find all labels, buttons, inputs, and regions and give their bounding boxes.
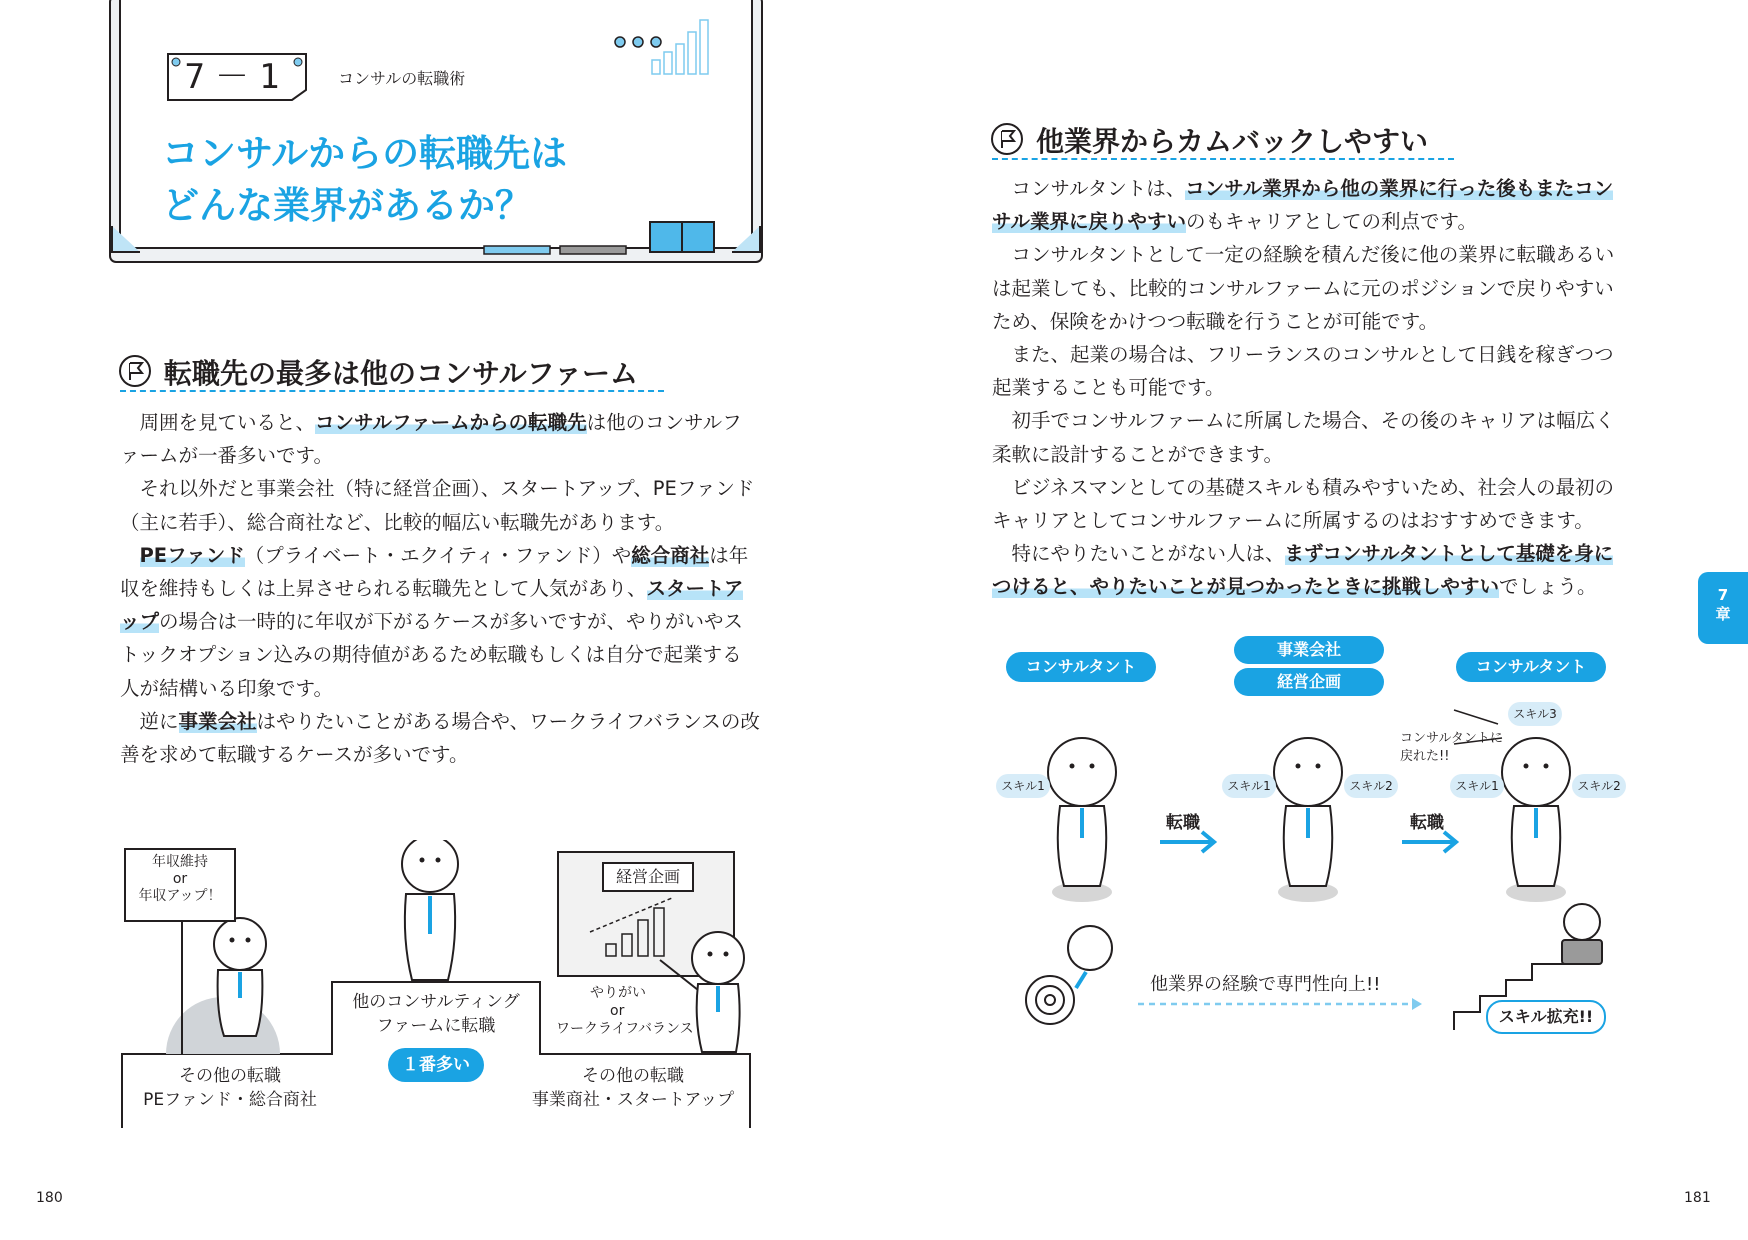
person-business bbox=[1274, 738, 1342, 806]
body-text: でしょう。 bbox=[1499, 575, 1597, 599]
speech-text bbox=[556, 984, 716, 1038]
left-box-line1: その他の転職 bbox=[179, 1066, 281, 1086]
comeback-line2: 戻れた!! bbox=[1400, 749, 1450, 764]
rolled-up-person bbox=[1026, 976, 1074, 1024]
arrow-label-1: 転職 bbox=[1166, 813, 1200, 833]
body-text: また、起業の場合は、フリーランスのコンサルとして日銭を稼ぎつつ起業することも可能です。 bbox=[992, 343, 1614, 400]
label-consultant-2: コンサルタント bbox=[1456, 652, 1606, 682]
body-paragraph bbox=[120, 472, 760, 538]
speech-line3: ワークライフバランス bbox=[556, 1021, 694, 1037]
page-number-right: 181 bbox=[1684, 1190, 1711, 1206]
person-center bbox=[402, 840, 458, 892]
body-text: 逆に bbox=[139, 709, 179, 733]
chapter-tab bbox=[1698, 572, 1748, 644]
body-text: コンサルタントは、 bbox=[1011, 177, 1186, 200]
body-text: のもキャリアとしての利点です。 bbox=[1186, 210, 1477, 234]
emphasized-text: コンサル業界から他の業界に行った後もまたコンサル業界に戻りやすい bbox=[992, 177, 1614, 234]
laptop-icon bbox=[1562, 940, 1602, 964]
skill-bubble: スキル1 bbox=[1450, 774, 1504, 798]
sign-line1: 年収維持 bbox=[152, 854, 208, 870]
person-right bbox=[692, 932, 744, 984]
body-text: （プライベート・エクイティ・ファンド）や bbox=[244, 543, 632, 567]
left-podium-label bbox=[124, 1064, 336, 1112]
comeback-caption bbox=[1400, 730, 1503, 766]
comeback-line1: コンサルタントに bbox=[1400, 731, 1503, 746]
expertise-caption: 他業界の経験で専門性向上!! bbox=[1150, 974, 1381, 995]
body-text: は他のコンサルファームが一番多いです。 bbox=[120, 411, 742, 468]
center-line1: 他のコンサルティング bbox=[352, 992, 520, 1012]
heading-underline bbox=[992, 158, 1454, 160]
body-text: ビジネスマンとしての基礎スキルも積みやすいため、社会人の最初のキャリアとしてコンサルファームに所属するのはおすすめできます。 bbox=[992, 475, 1615, 533]
skill-bubble: スキル2 bbox=[1344, 774, 1398, 798]
body-text: 周囲を見ていると、 bbox=[139, 411, 316, 434]
skill-up-badge: スキル拡充!! bbox=[1486, 1000, 1606, 1034]
label-consultant-1: コンサルタント bbox=[1006, 652, 1156, 682]
left-body-text bbox=[120, 406, 760, 771]
flag-icon bbox=[118, 354, 152, 388]
body-paragraph bbox=[992, 172, 1632, 238]
body-text: はやりたいことがある場合や、ワークライフバランスの改善を求めて転職するケースが多いです。 bbox=[120, 709, 760, 767]
right-body-text bbox=[992, 172, 1632, 604]
person-laptop bbox=[1564, 904, 1600, 940]
skill-bubble: スキル1 bbox=[996, 774, 1050, 798]
right-podium-label bbox=[520, 1064, 746, 1112]
body-text: それ以外だと事業会社（特に経営企画）、スタートアップ、PEファンド（主に若手）、総合商社など、比較的幅広い転職先があります。 bbox=[120, 477, 755, 534]
arrow-label-2: 転職 bbox=[1410, 813, 1444, 833]
flag-icon bbox=[990, 122, 1024, 156]
right-box-line1: その他の転職 bbox=[582, 1066, 684, 1086]
heading-underline bbox=[120, 390, 664, 392]
sign-line3: 年収アップ！ bbox=[138, 888, 222, 904]
body-paragraph bbox=[120, 539, 760, 705]
person-comeback bbox=[1502, 738, 1570, 806]
emphasized-text: PEファンド bbox=[139, 543, 245, 567]
center-podium-label bbox=[332, 990, 540, 1038]
label-company-2: 経営企画 bbox=[1234, 668, 1384, 696]
body-paragraph bbox=[120, 406, 760, 472]
emphasized-text: 総合商社 bbox=[631, 543, 710, 567]
body-paragraph bbox=[992, 404, 1632, 470]
sign-line2: or bbox=[172, 871, 188, 887]
body-text: 初手でコンサルファームに所属した場合、その後のキャリアは幅広く柔軟に設計することができます。 bbox=[992, 409, 1615, 466]
body-paragraph bbox=[992, 471, 1632, 537]
page-number-left: 180 bbox=[36, 1190, 63, 1206]
body-text: は年収を維持もしくは上昇させられる転職先として人気があり、 bbox=[120, 543, 749, 601]
body-paragraph bbox=[992, 338, 1632, 404]
body-paragraph bbox=[992, 238, 1632, 338]
chapter-title-line2: どんな業界があるか？ bbox=[162, 184, 532, 227]
section-category: コンサルの転職術 bbox=[338, 69, 466, 88]
right-box-line2: 事業商社・スタートアップ bbox=[531, 1090, 735, 1110]
body-text: の場合は一時的に年収が下がるケースが多いですが、やりがいやストックオプション込みの期待値があるため転職もしくは自分で起業する人が結構いる印象です。 bbox=[120, 610, 744, 700]
chapter-title bbox=[162, 128, 682, 232]
speech-line1: やりがい bbox=[590, 985, 646, 1001]
emphasized-text: 事業会社 bbox=[178, 709, 257, 733]
emphasized-text: コンサルファームからの転職先 bbox=[315, 411, 587, 434]
left-section-heading: 転職先の最多は他のコンサルファーム bbox=[164, 357, 639, 390]
most-common-badge: １番多い bbox=[388, 1048, 484, 1082]
emphasized-text: まずコンサルタントとして基礎を身につけると、やりたいことが見つかったときに挑戦しやすい bbox=[992, 542, 1614, 599]
body-paragraph bbox=[120, 705, 760, 771]
salary-sign bbox=[124, 848, 236, 922]
skill-bubble: スキル2 bbox=[1572, 774, 1626, 798]
skill-bubble: スキル3 bbox=[1508, 702, 1562, 726]
board-label: 経営企画 bbox=[602, 862, 694, 892]
chapter-tab-label: 章 bbox=[1715, 605, 1731, 623]
body-text: 特にやりたいことがない人は、 bbox=[1011, 542, 1285, 566]
body-text: コンサルタントとして一定の経験を積んだ後に他の業界に転職あるいは起業しても、比較的コンサルファームに元のポジションで戻りやすいため、保険をかけつつ転職を行うことが可能です。 bbox=[992, 243, 1615, 333]
skill-bubble: スキル1 bbox=[1222, 774, 1276, 798]
chapter-title-line1: コンサルからの転職先は bbox=[162, 132, 568, 175]
right-section-heading: 他業界からカムバックしやすい bbox=[1036, 125, 1429, 158]
speech-line2: or bbox=[610, 1003, 625, 1019]
center-line2: ファームに転職 bbox=[376, 1016, 496, 1036]
label-company-1: 事業会社 bbox=[1234, 636, 1384, 664]
chapter-tab-number: 7 bbox=[1717, 586, 1729, 604]
left-box-line2: PEファンド・総合商社 bbox=[143, 1090, 317, 1110]
person-consultant bbox=[1048, 738, 1116, 806]
emphasized-text: スタートアップ bbox=[120, 577, 744, 634]
body-paragraph bbox=[992, 537, 1632, 603]
section-number: 7－1 bbox=[184, 57, 290, 97]
person-left bbox=[214, 918, 266, 970]
